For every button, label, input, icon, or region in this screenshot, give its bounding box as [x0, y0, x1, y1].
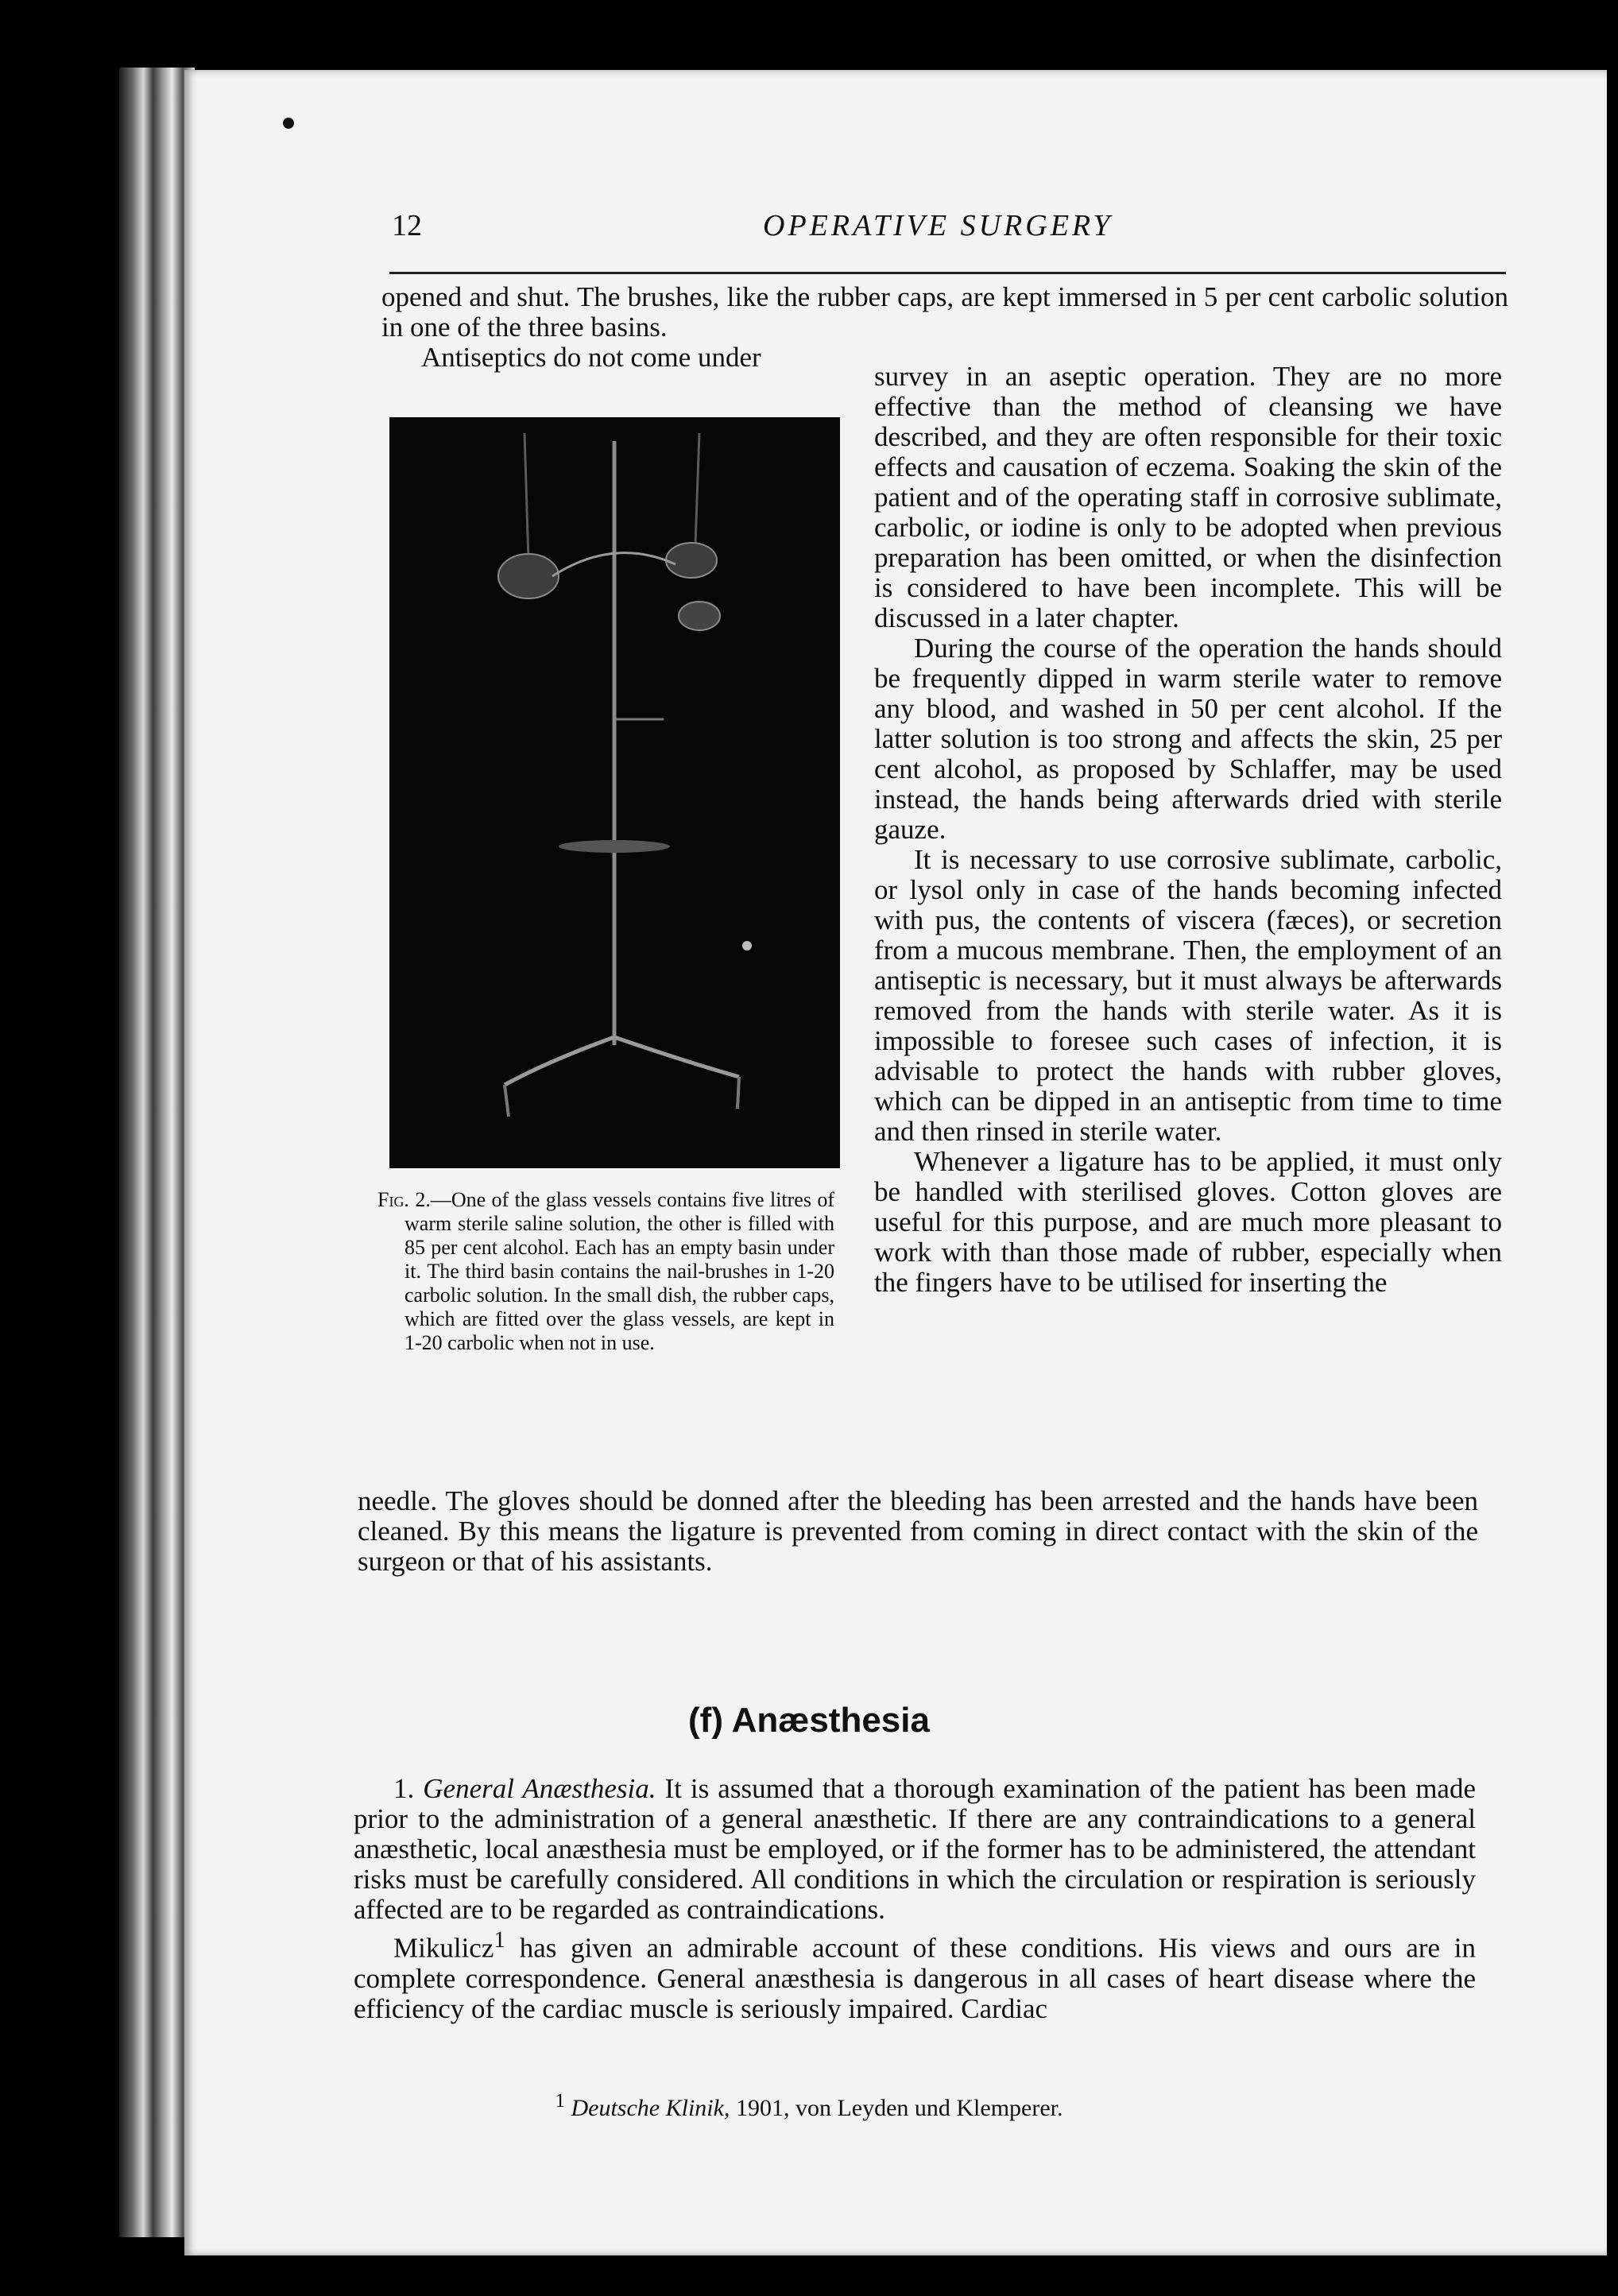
anaesthesia-paragraph-2 — [354, 1925, 1476, 2024]
footnote-text: 1901, von Leyden und Klemperer. — [735, 2095, 1063, 2121]
footnote-marker: 1 — [555, 2090, 565, 2112]
right-paragraph-2: During the course of the operation the hands should be frequently dipped in warm sterile water to remove any blood, and washed in 50 per cent alcohol. If the latter solution is too strong and affects the skin, 25 per cent alcohol, as proposed by Schlaffer, may be used instead, the hands being afterwards dried with sterile gauze. — [874, 633, 1502, 845]
ink-dot — [283, 118, 294, 129]
opening-paragraph: opened and shut. The brushes, like the rubber caps, are kept immersed in 5 per cent carbolic solution in one of the three basins. — [381, 281, 1508, 343]
continuation-text: needle. The gloves should be donned after the bleeding has been arrested and the hands have been cleaned. By this means the ligature is prevented from coming in direct contact with the skin of the surgeon or that of his assistants. — [358, 1485, 1478, 1577]
top-text-block — [381, 282, 1508, 373]
right-paragraph-1: survey in an aseptic operation. They are no more effective than the method of cleansing we have described, and they are often responsible for their toxic effects and causation of eczema. Soaking the skin of the patient and of the operating staff in corrosive sublimate, carbolic, or iodine is only to be adopted when previous preparation has been omitted, or when the disinfection is considered to have been incomplete. This will be discussed in a later chapter. — [874, 361, 1502, 633]
anaesthesia-paragraph-1 — [354, 1774, 1476, 1925]
paragraph-number: 1. — [393, 1773, 415, 1804]
figure-photograph — [389, 417, 840, 1168]
figure-label: Fig. 2. — [377, 1188, 431, 1211]
paragraph-1-text: It is assumed that a thorough examination of the patient has been made prior to the administration of a general anæsthetic. If there are any contraindications to a general anæsthetic, local anæsthesia must be employed, or if the former has to be administered, the attendant risks must be carefully considered. All conditions in which the circulation or respiration is seriously affected are to be regarded as contraindications. — [354, 1773, 1476, 1925]
header-rule — [389, 272, 1506, 274]
right-paragraph-4: Whenever a ligature has to be applied, it must only be handled with sterilised gloves. Cotton gloves are useful for this purpose, and are much more pleasant to work with than those made of rubber, especially when the fingers have to be utilised for inserting the — [874, 1146, 1502, 1298]
author-name: Mikulicz — [393, 1932, 494, 1964]
footnote-reference: 1 — [494, 1927, 505, 1953]
page-number: 12 — [392, 209, 422, 242]
right-column — [874, 362, 1502, 1298]
right-paragraph-3: It is necessary to use corrosive sublimate, carbolic, or lysol only in case of the hands becoming infected with pus, the contents of viscera (fæces), or secretion from a mucous membrane. Then, the employment of an antiseptic is necessary, but it must always be afterwards removed from the hands with sterile water. As it is impossible to foresee such cases of infection, it is advisable to protect the hands with rubber gloves, which can be dipped in an antiseptic from time to time and then rinsed in sterile water. — [874, 844, 1502, 1147]
antiseptics-lead: Antiseptics do not come under — [421, 342, 761, 373]
section-heading: (f) Anæsthesia — [688, 1701, 930, 1740]
irrigator-stand-photo — [389, 417, 840, 1168]
figure-caption — [377, 1188, 834, 1355]
section-body — [354, 1774, 1476, 2024]
book-spine — [119, 68, 195, 2237]
paragraph-2-text: has given an admirable account of these conditions. His views and ours are in complete correspondence. General anæsthesia is dangerous in all cases of heart disease where the efficiency of the cardiac muscle is seriously impaired. Cardiac — [354, 1932, 1477, 2024]
footnote-source: Deutsche Klinik, — [571, 2095, 730, 2121]
paragraph-title: General Anæsthesia. — [423, 1773, 656, 1804]
continuation-paragraph — [358, 1486, 1478, 1577]
figure-caption-text: —One of the glass vessels contains five litres of warm sterile saline solution, the other is filled with 85 per cent alcohol. Each has an empty basin under it. The third basin contains the nail-brushes in 1-20 carbolic solution. In the small dish, the rubber caps, which are fitted over the glass vessels, are kept in 1-20 carbolic when not in use. — [404, 1188, 835, 1354]
running-title: OPERATIVE SURGERY — [763, 209, 1113, 242]
footnote — [0, 2090, 1618, 2122]
